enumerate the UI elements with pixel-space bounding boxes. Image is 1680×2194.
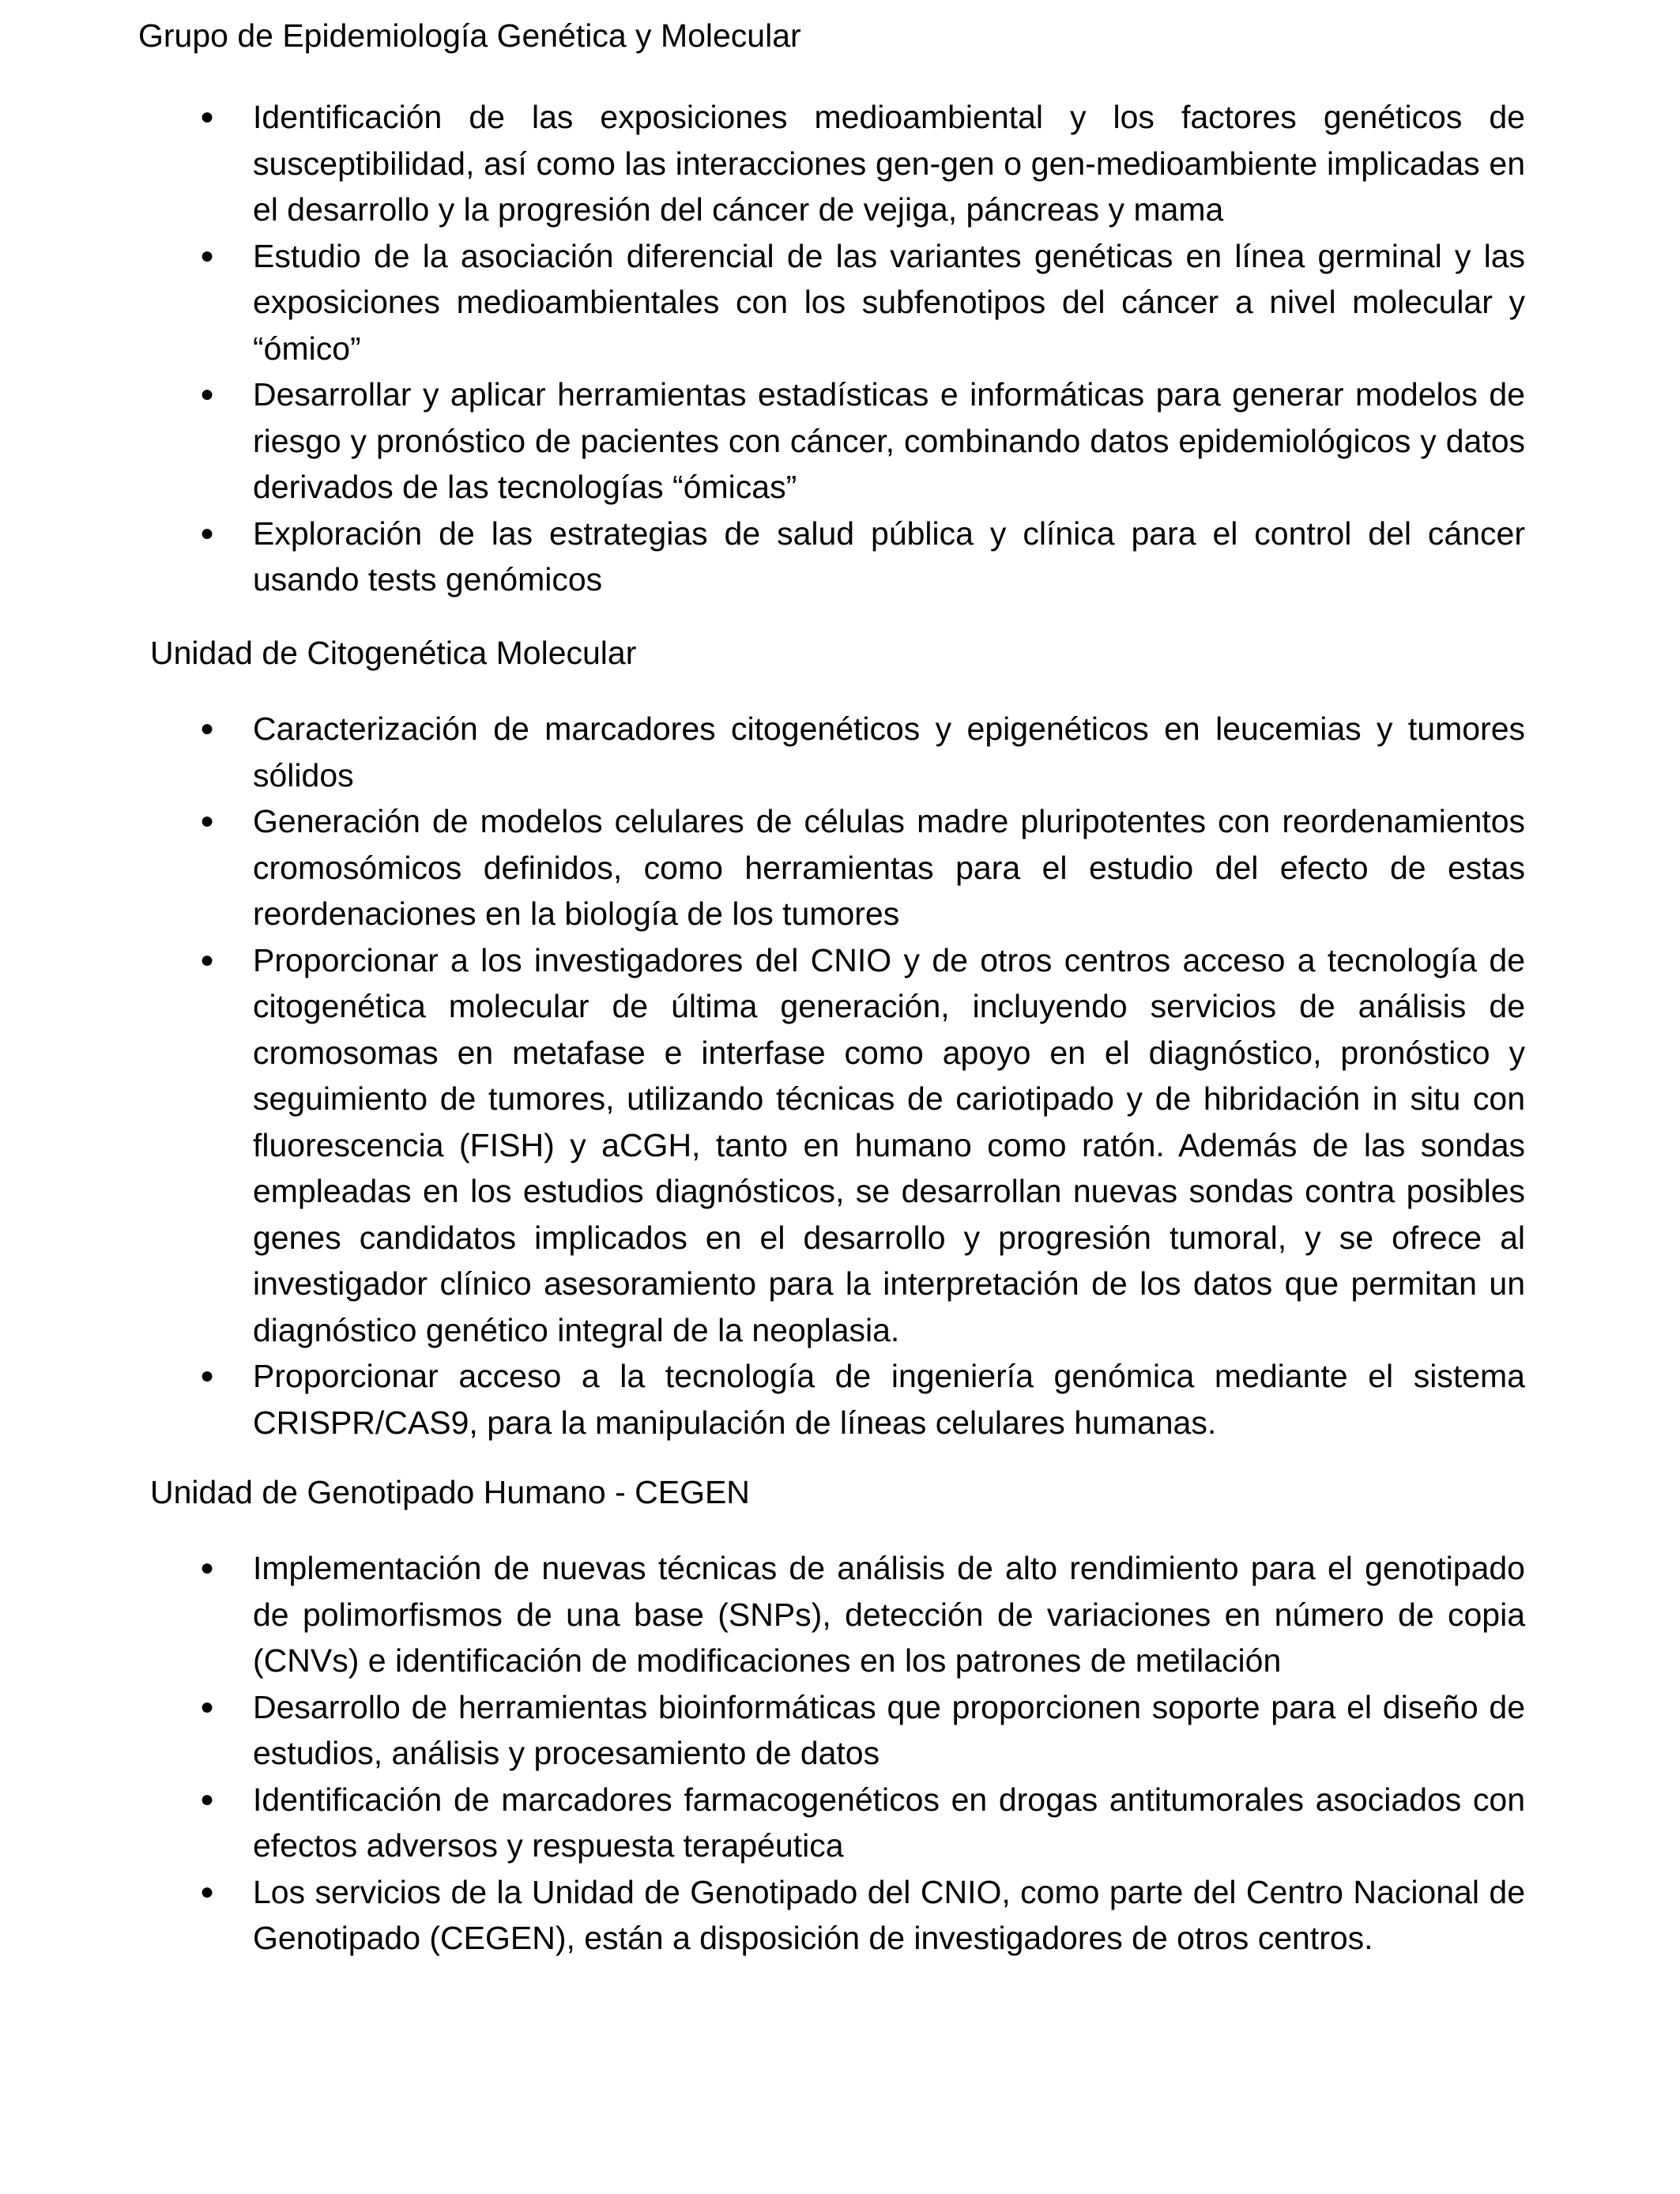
list-item-text: Implementación de nuevas técnicas de análisis de alto rendimiento para el genotipado de polimorfismos de una base (SNPs), detección de variaciones en número de copia (CNVs) e identificación de modificaciones en los patrones de metilación	[253, 1550, 1525, 1679]
list-item	[0, 511, 1525, 603]
list-item-text: Identificación de las exposiciones medioambiental y los factores genéticos de susceptibilidad, así como las interacciones gen-gen o gen-medioambiente implicadas en el desarrollo y la progresión del cáncer de vejiga, páncreas y mama	[253, 99, 1525, 228]
list-item	[0, 1353, 1525, 1446]
bullet-icon: ●	[200, 808, 215, 834]
bullet-icon: ●	[200, 519, 215, 546]
bullet-list-citogenetica	[0, 706, 1525, 1446]
list-item	[0, 937, 1525, 1354]
list-item-text: Proporcionar a los investigadores del CNIO y de otros centros acceso a tecnología de citogenética molecular de última generación, incluyendo servicios de análisis de cromosomas en metafase e interfase como apoyo en el diagnóstico, pronóstico y seguimiento de tumores, utilizando técnicas de cariotipado y de hibridación in situ con fluorescencia (FISH) y aCGH, tanto en humano como ratón. Además de las sondas empleadas en los estudios diagnósticos, se desarrollan nuevas sondas contra posibles genes candidatos implicados en el desarrollo y progresión tumoral, y se ofrece al investigador clínico asesoramiento para la interpretación de los datos que permitan un diagnóstico genético integral de la neoplasia.	[253, 941, 1525, 1348]
bullet-icon: ●	[200, 1693, 215, 1720]
list-item	[0, 371, 1525, 511]
bullet-list-epidemiologia	[0, 94, 1525, 603]
list-item	[0, 1684, 1525, 1777]
list-item	[0, 233, 1525, 372]
bullet-icon: ●	[200, 242, 215, 269]
section-title-genotipado: Unidad de Genotipado Humano - CEGEN	[150, 1474, 750, 1510]
section-title-epidemiologia: Grupo de Epidemiología Genética y Molecular	[138, 17, 801, 54]
list-item	[0, 1869, 1525, 1962]
list-item-text: Generación de modelos celulares de células madre pluripotentes con reordenamientos cromosómicos definidos, como herramientas para el estudio del efecto de estas reordenaciones en la biología de los tumores	[253, 803, 1525, 932]
bullet-icon: ●	[200, 1363, 215, 1389]
bullet-list-genotipado	[0, 1545, 1525, 1962]
list-item	[0, 706, 1525, 798]
list-item-text: Los servicios de la Unidad de Genotipado del CNIO, como parte del Centro Nacional de Genotipado (CEGEN), están a disposición de investigadores de otros centros.	[253, 1873, 1525, 1956]
bullet-icon: ●	[200, 715, 215, 741]
bullet-icon: ●	[200, 381, 215, 407]
list-item-text: Identificación de marcadores farmacogenéticos en drogas antitumorales asociados con efectos adversos y respuesta terapéutica	[253, 1781, 1525, 1864]
bullet-icon: ●	[200, 1785, 215, 1812]
bullet-icon: ●	[200, 1878, 215, 1905]
bullet-icon: ●	[200, 1555, 215, 1581]
list-item-text: Caracterización de marcadores citogenéticos y epigenéticos en leucemias y tumores sólidos	[253, 711, 1525, 794]
list-item	[0, 798, 1525, 937]
list-item-text: Estudio de la asociación diferencial de las variantes genéticas en línea germinal y las exposiciones medioambientales con los subfenotipos del cáncer a nivel molecular y “ómico”	[253, 237, 1525, 367]
list-item-text: Desarrollo de herramientas bioinformáticas que proporcionen soporte para el diseño de estudios, análisis y procesamiento de datos	[253, 1688, 1525, 1771]
bullet-icon: ●	[200, 946, 215, 973]
section-title-citogenetica: Unidad de Citogenética Molecular	[150, 635, 637, 671]
list-item-text: Proporcionar acceso a la tecnología de ingeniería genómica mediante el sistema CRISPR/CAS9, para la manipulación de líneas celulares humanas.	[253, 1358, 1525, 1441]
list-item	[0, 94, 1525, 233]
bullet-icon: ●	[200, 104, 215, 130]
list-item	[0, 1777, 1525, 1869]
list-item-text: Desarrollar y aplicar herramientas estadísticas e informáticas para generar modelos de riesgo y pronóstico de pacientes con cáncer, combinando datos epidemiológicos y datos derivados de las tecnologías “ómicas”	[253, 376, 1525, 505]
list-item	[0, 1545, 1525, 1684]
list-item-text: Exploración de las estrategias de salud pública y clínica para el control del cáncer usando tests genómicos	[253, 515, 1525, 598]
